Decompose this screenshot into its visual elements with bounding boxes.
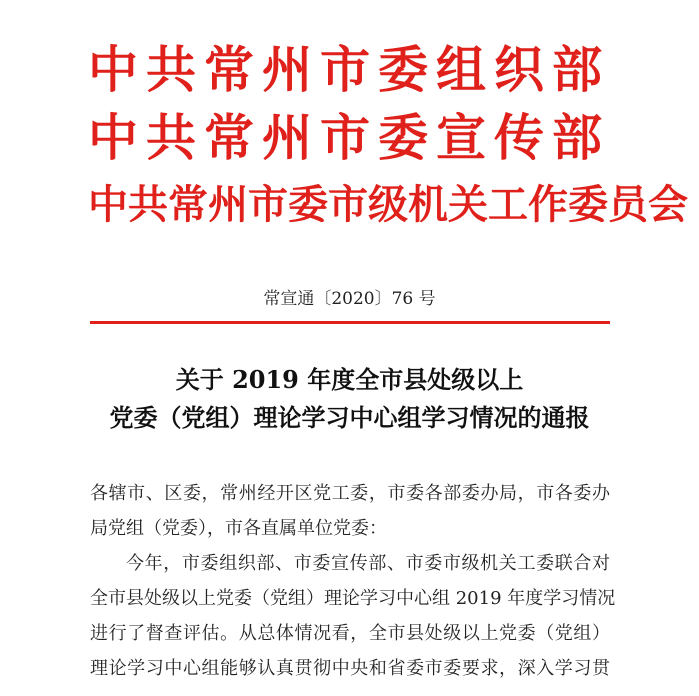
paragraph-line-4: 理论学习中心组能够认真贯彻中央和省委市委要求，深入学习贯 <box>90 658 610 679</box>
issuer-propaganda-department: 中共常州市委宣传部 <box>88 108 610 167</box>
paragraph-line-3: 进行了督查评估。从总体情况看，全市县处级以上党委（党组） <box>90 623 610 644</box>
issuer-organization-department: 中共常州市委组织部 <box>88 40 610 99</box>
document-title-line-2: 党委（党组）理论学习中心组学习情况的通报 <box>109 403 590 432</box>
issuer-municipal-organs-committee: 中共常州市委市级机关工作委员会 <box>88 181 688 228</box>
salutation-line-2: 局党组（党委），市各直属单位党委： <box>90 518 387 539</box>
paragraph-line-1: 今年，市委组织部、市委宣传部、市委市级机关工委联合对 <box>126 553 610 574</box>
salutation-line-1: 各辖市、区委，常州经开区党工委，市委各部委办局，市各委办 <box>90 483 610 504</box>
document-title-line-1: 关于 2019 年度全市县处级以上 <box>175 365 524 394</box>
salutation <box>90 476 610 546</box>
red-divider-line <box>90 321 610 324</box>
paragraph-line-2: 全市县处级以上党委（党组）理论学习中心组 2019 年度学习情况 <box>90 588 616 609</box>
body-paragraph <box>90 546 616 686</box>
document-number: 常宣通〔2020〕76 号 <box>263 289 436 309</box>
